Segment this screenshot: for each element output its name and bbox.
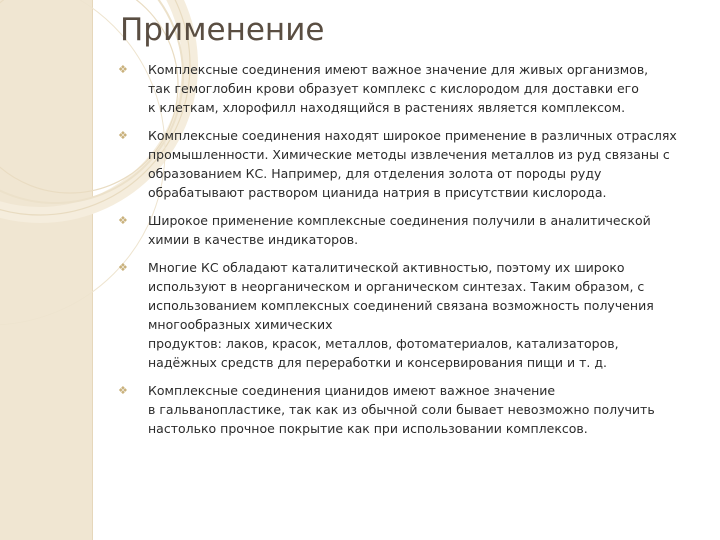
left-decor-panel (0, 0, 93, 540)
bullet-text: Комплексные соединения имеют важное значение для живых организмов, так гемоглобин крови образует комплекс с кислородом для доставки его к клеткам, хлорофилл находящийся в растениях является комплексом. (148, 62, 649, 115)
bullet-text: Комплексные соединения цианидов имеют важное значение в гальванопластике, так как из обычной соли бывает невозможно получить настолько прочное покрытие как при использовании комплексов. (148, 383, 655, 436)
bullet-list (118, 60, 688, 447)
bullet-text: Широкое применение комплексные соединения получили в аналитической химии в качестве индикаторов. (148, 213, 651, 247)
bullet-text: Многие КС обладают каталитической активностью, поэтому их широко используют в неорганическом и органическом синтезах. Таким образом, с использованием комплексных соединений связана возможность получения многообразных химических продуктов: лаков, красок, металлов, фотоматериалов, катализаторов, надёжных средств для переработки и консервирования пищи и т. д. (148, 260, 654, 370)
bullet-item (118, 381, 688, 438)
bullet-item (118, 126, 688, 202)
diamond-bullet-icon: ❖ (118, 384, 128, 397)
diamond-bullet-icon: ❖ (118, 261, 128, 274)
bullet-item (118, 211, 688, 249)
panel-divider (92, 0, 93, 540)
slide-title: Применение (120, 12, 325, 48)
diamond-bullet-icon: ❖ (118, 214, 128, 227)
bullet-item (118, 258, 688, 372)
bullet-item (118, 60, 688, 117)
diamond-bullet-icon: ❖ (118, 129, 128, 142)
diamond-bullet-icon: ❖ (118, 63, 128, 76)
bullet-text: Комплексные соединения находят широкое применение в различных отраслях промышленности. Химические методы извлечения металлов из руд связаны с образованием КС. Например, для отделения золота от породы руду обрабатывают раствором цианида натрия в присутствии кислорода. (148, 128, 677, 200)
